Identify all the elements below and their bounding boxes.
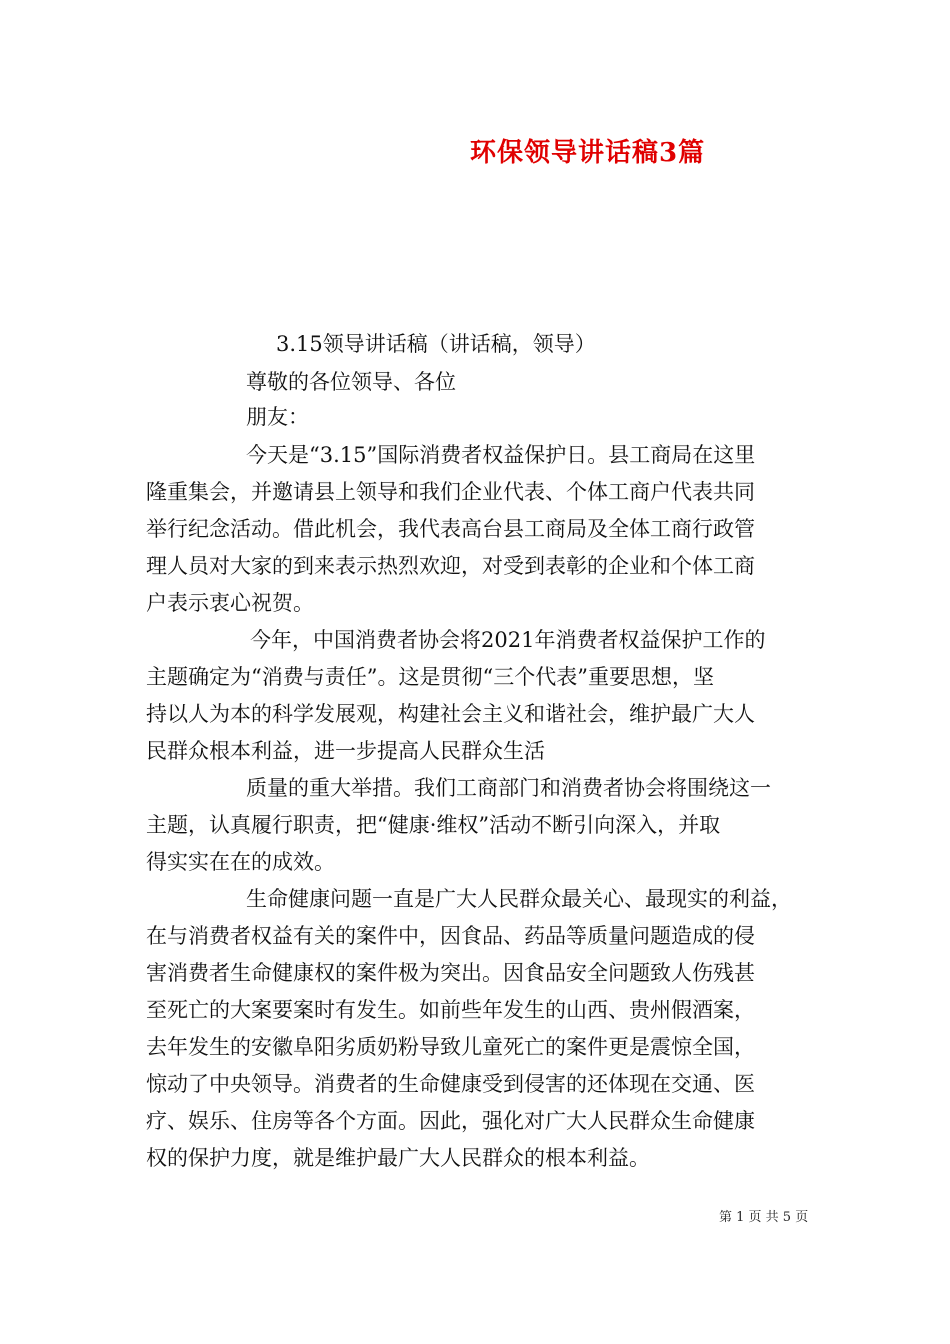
paragraph-line: 质量的重大举措。我们工商部门和消费者协会将围绕这一: [246, 776, 771, 800]
paragraph-line: 生命健康问题一直是广大人民群众最关心、最现实的利益，: [246, 887, 792, 911]
salutation-line: 尊敬的各位领导、各位: [246, 370, 456, 394]
paragraph-line: 持以人为本的科学发展观，构建社会主义和谐社会，维护最广大人: [146, 702, 755, 726]
paragraph-line: 民群众根本利益，进一步提高人民群众生活: [146, 739, 545, 763]
paragraph-line: 今年，中国消费者协会将2021年消费者权益保护工作的: [250, 628, 766, 652]
paragraph-line: 得实实在在的成效。: [146, 850, 335, 874]
paragraph-line: 理人员对大家的到来表示热烈欢迎，对受到表彰的企业和个体工商: [146, 554, 755, 578]
paragraph-line: 惊动了中央领导。消费者的生命健康受到侵害的还体现在交通、医: [146, 1072, 755, 1096]
paragraph-line: 户表示衷心祝贺。: [146, 591, 314, 615]
paragraph-line: 今天是“3.15”国际消费者权益保护日。县工商局在这里: [246, 443, 756, 467]
paragraph-line: 举行纪念活动。借此机会，我代表高台县工商局及全体工商行政管: [146, 517, 755, 541]
paragraph-line: 去年发生的安徽阜阳劣质奶粉导致儿童死亡的案件更是震惊全国，: [146, 1035, 755, 1059]
paragraph-line: 主题，认真履行职责，把“健康·维权”活动不断引向深入，并取: [146, 813, 721, 837]
paragraph-line: 隆重集会，并邀请县上领导和我们企业代表、个体工商户代表共同: [146, 480, 755, 504]
document-subtitle: 3.15领导讲话稿（讲话稿，领导）: [276, 332, 596, 356]
paragraph-line: 害消费者生命健康权的案件极为突出。因食品安全问题致人伤残甚: [146, 961, 755, 985]
salutation-line: 朋友：: [246, 405, 309, 429]
document-title: 环保领导讲话稿3篇: [470, 138, 706, 168]
paragraph-line: 主题确定为“消费与责任”。这是贯彻“三个代表”重要思想，坚: [146, 665, 714, 689]
page-number: 第 1 页 共 5 页: [719, 1210, 809, 1225]
paragraph-line: 至死亡的大案要案时有发生。如前些年发生的山西、贵州假酒案，: [146, 998, 755, 1022]
paragraph-line: 疗、娱乐、住房等各个方面。因此，强化对广大人民群众生命健康: [146, 1109, 755, 1133]
paragraph-line: 权的保护力度，就是维护最广大人民群众的根本利益。: [146, 1146, 650, 1170]
paragraph-line: 在与消费者权益有关的案件中，因食品、药品等质量问题造成的侵: [146, 924, 755, 948]
